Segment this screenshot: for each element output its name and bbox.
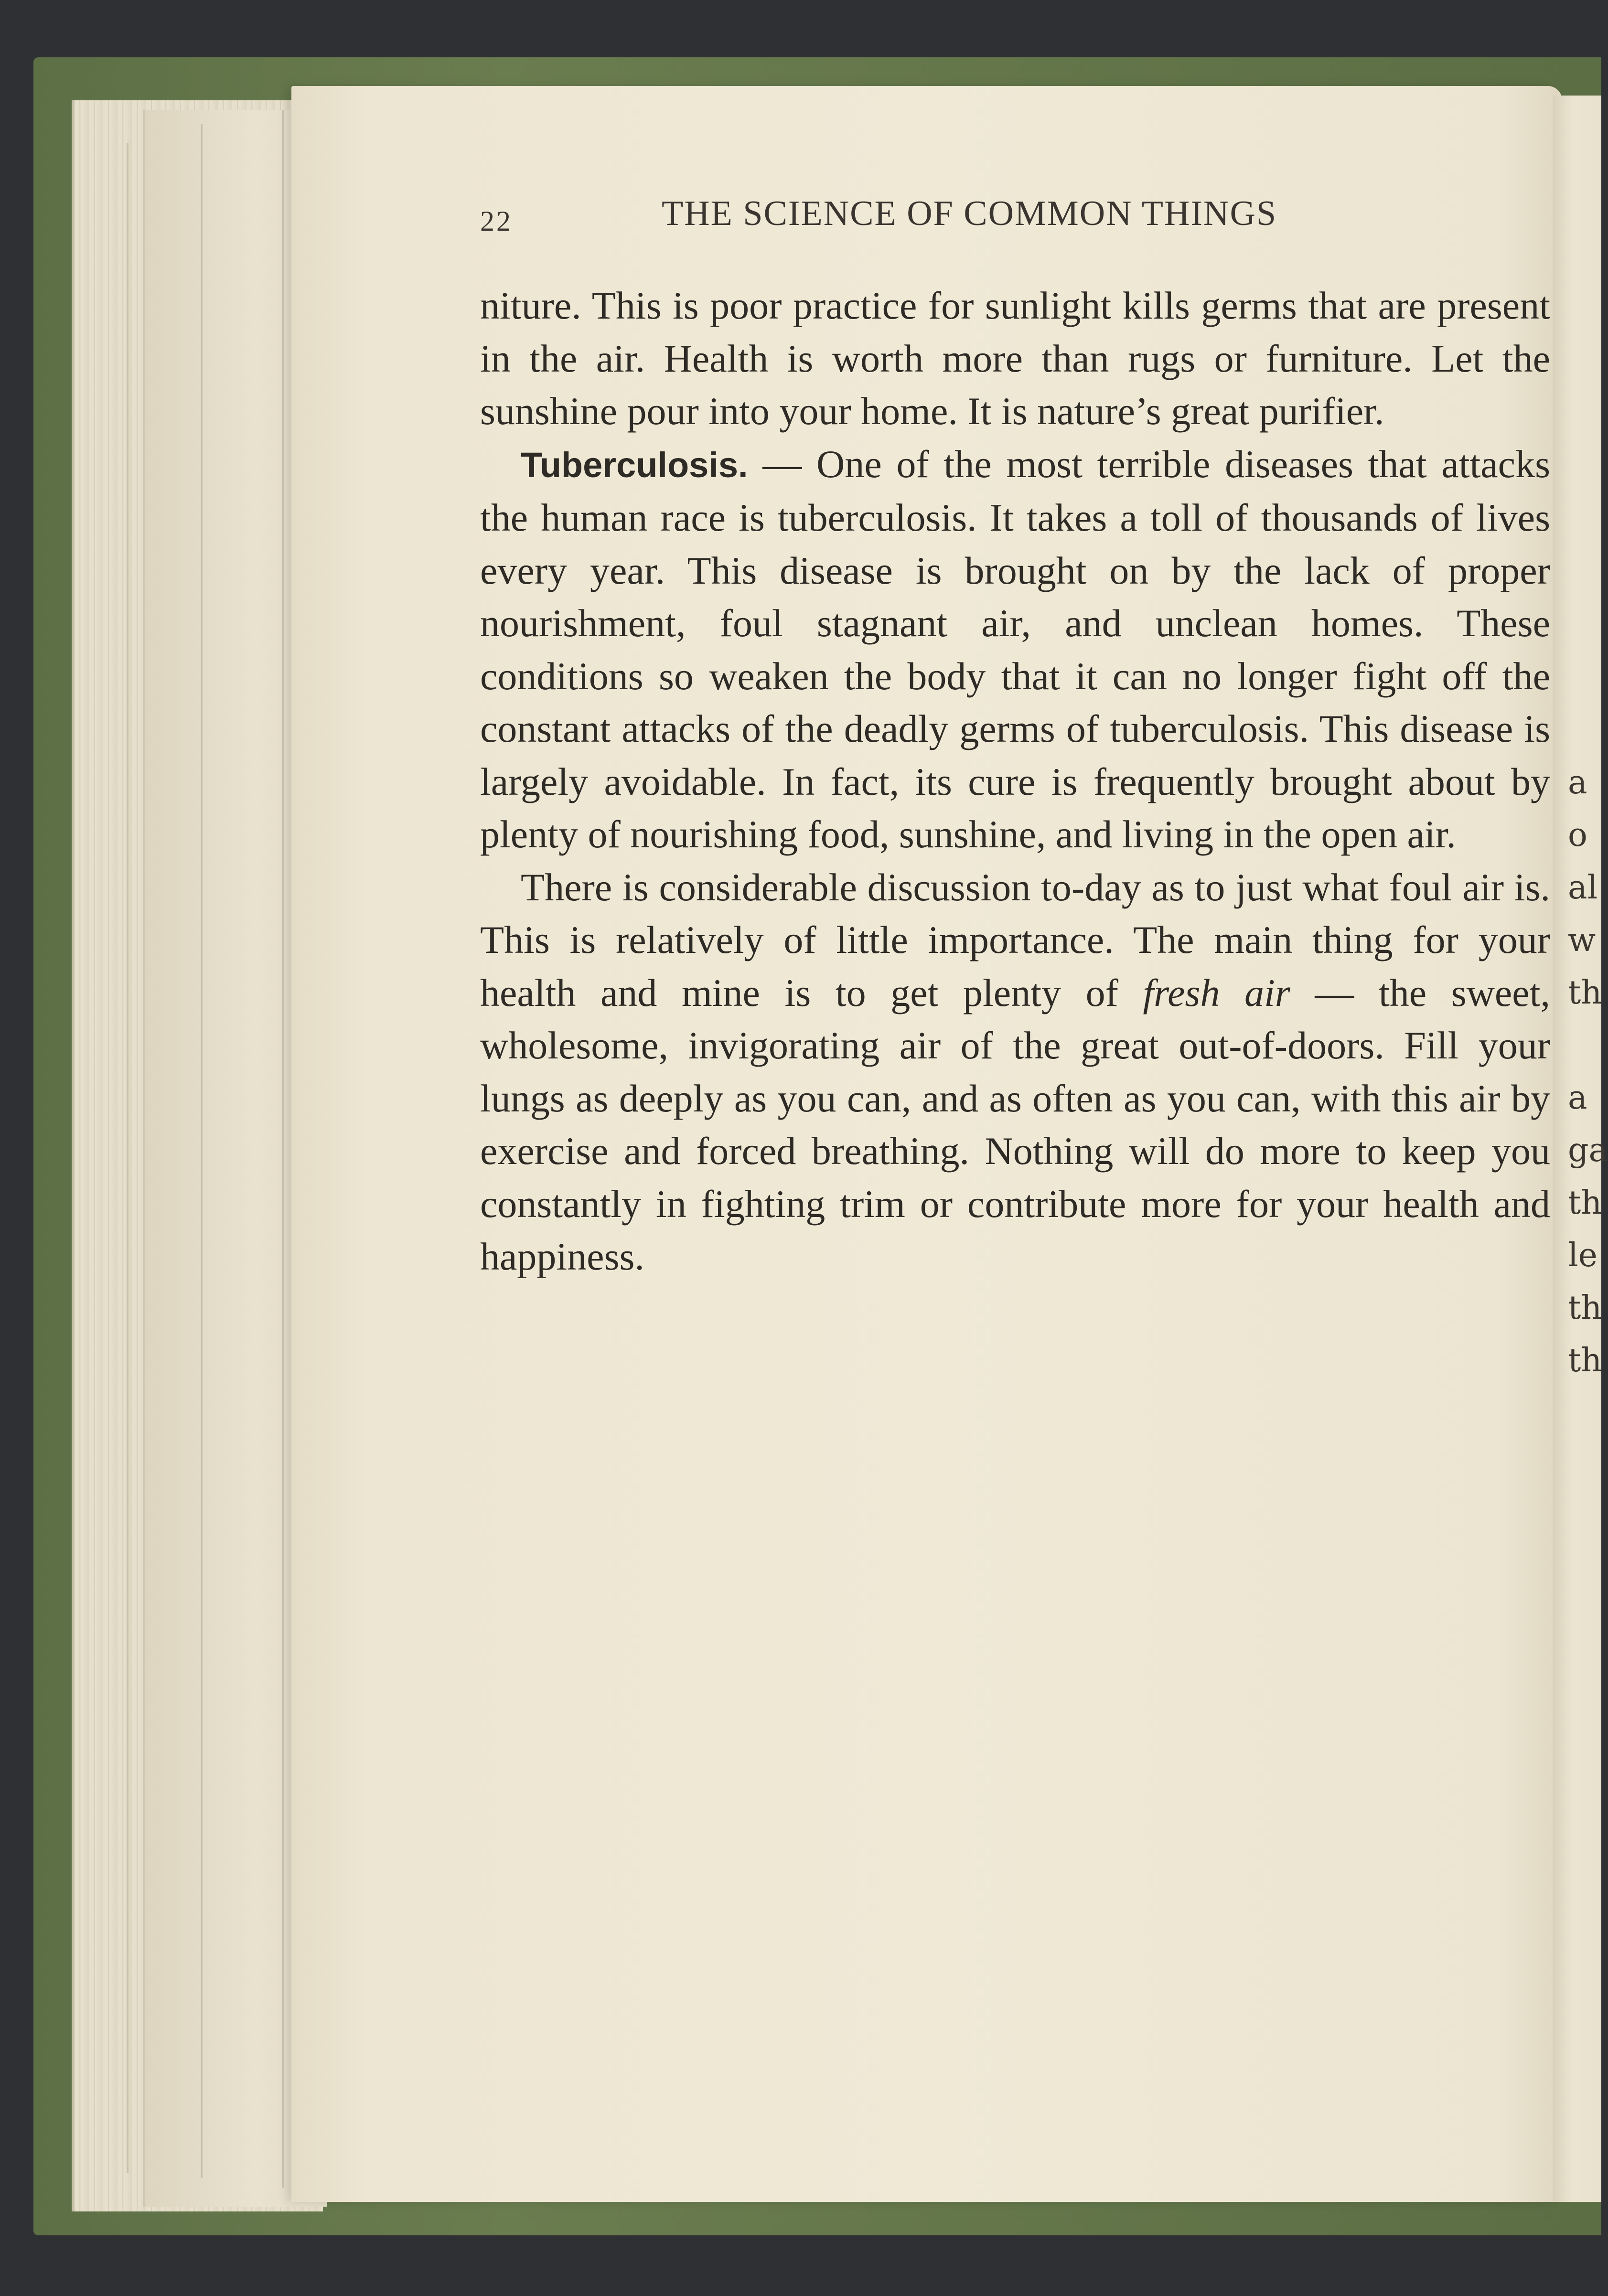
running-title: THE SCIENCE OF COMMON THINGS: [662, 194, 1277, 233]
next-page-fragment: a: [1568, 764, 1587, 801]
running-head: [480, 193, 1378, 236]
next-page-fragment: th: [1568, 1184, 1602, 1222]
paragraph-3: [480, 861, 1550, 1283]
page-edge-line: [127, 143, 129, 2173]
page-edge-line: [201, 124, 203, 2178]
next-page-fragment: le: [1568, 1237, 1597, 1274]
next-page-fragment: th: [1568, 974, 1602, 1012]
section-heading-tuberculosis: Tuberculosis.: [521, 445, 748, 485]
paragraph-2: [480, 438, 1550, 861]
paragraph-1: niture. This is poor practice for sunlight kills germs that are present in the air. Health is worth more than rugs or furniture. Let the sunshine pour into your home. It is nature’s great purifier.: [480, 284, 1550, 433]
next-page-fragment: w: [1568, 921, 1596, 959]
next-page-fragment: th: [1568, 1289, 1602, 1327]
paragraph-2-text: — One of the most terrible diseases that attacks the human race is tuberculosis. It takes a toll of thousands of lives every year. This disease is brought on by the lack of proper nourishment, foul stagnant air, and unclean homes. These conditions so weaken the body that it can no longer fight off the constant attacks of the deadly germs of tuberculosis. This disease is largely avoidable. In fact, its cure is frequently brought about by plenty of nourishing food, sunshine, and living in the open air.: [480, 442, 1550, 856]
next-page-fragment: ga: [1568, 1132, 1608, 1169]
body-text: [480, 279, 1550, 1283]
paragraph-3-before: There is considerable discussion to-day as to just what foul air is. This is relatively of little importance. The main thing for your health and mine is to get plenty of: [480, 865, 1550, 1015]
next-page-fragment: al: [1568, 869, 1598, 907]
next-page-fragment: o: [1568, 816, 1587, 854]
next-page-fragment: a: [1568, 1079, 1587, 1117]
page-number: 22: [480, 205, 513, 237]
fresh-air-emphasis: fresh air: [1143, 971, 1290, 1015]
next-page-fragment: th: [1568, 1342, 1602, 1379]
page-edge-line: [282, 110, 284, 2188]
paragraph-3-after: — the sweet, wholesome, invigorating air of the great out-of-doors. Fill your lungs as deeply as you can, and as often as you can, with this air by exercise and forced breathing. Nothing will do more to keep you constantly in fighting trim or contribute more for your health and happiness.: [480, 971, 1550, 1278]
